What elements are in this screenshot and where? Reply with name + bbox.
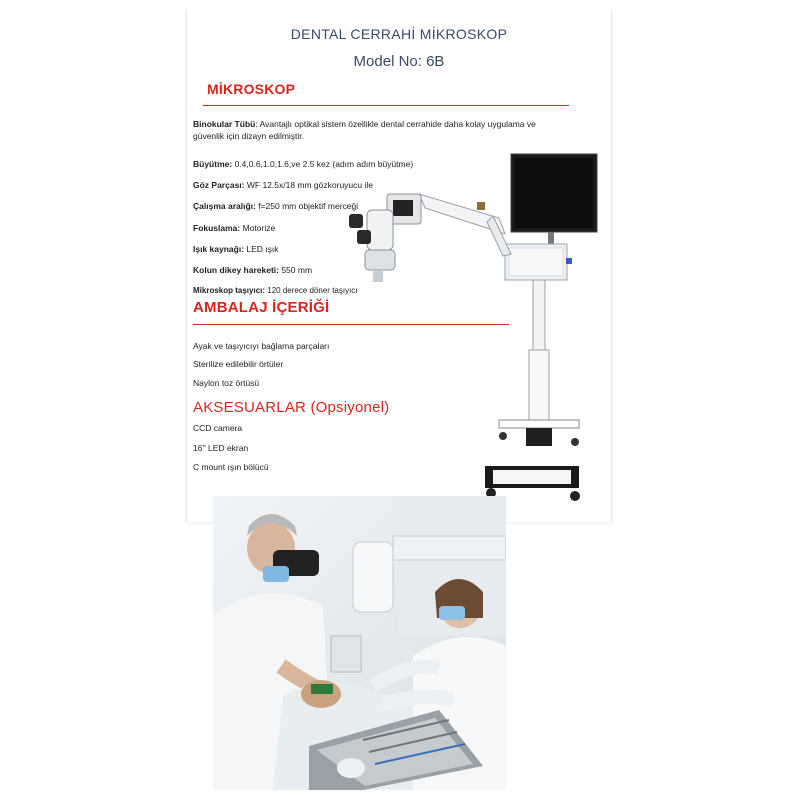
accessory-item: CCD camera — [193, 423, 243, 433]
accessory-item: 16'' LED ekran — [193, 443, 249, 453]
spec-value: 550 mm — [278, 265, 313, 275]
section-heading-package: AMBALAJ İÇERİĞİ — [193, 299, 330, 316]
spec-label: Göz Parçası: — [193, 180, 245, 190]
spec-label: Mikroskop taşıyıcı: — [193, 286, 266, 295]
spec-value: : Avantajlı optikal sistem özellikle dental cerrahide daha kolay uygulama ve güvenlik için dizayn edilmiştir. — [193, 119, 536, 141]
section-divider — [203, 105, 569, 106]
spec-value: Motorize — [240, 223, 276, 233]
spec-value: f=250 mm objektif merceği — [255, 201, 359, 211]
accessory-item: C mount ışın bölücü — [193, 462, 269, 472]
spec-label: Işık kaynağı: — [193, 244, 245, 254]
spec-value: LED ışık — [244, 244, 279, 254]
spec-value: 120 derece döner taşıyıcı — [265, 286, 358, 295]
package-item: Ayak ve taşıyıcıyı bağlama parçaları — [193, 341, 330, 351]
package-item: Sterilize edilebilir örtüler — [193, 359, 284, 369]
model-number: Model No: 6B — [353, 53, 445, 70]
spec-label: Çalışma aralığı: — [193, 201, 256, 211]
microscope-illustration — [343, 150, 611, 510]
package-item: Naylon toz örtüsü — [193, 378, 260, 388]
spec-label: Büyütme: — [193, 159, 233, 169]
document-title: DENTAL CERRAHİ MİKROSKOP — [290, 26, 508, 42]
section-heading-accessories: AKSESUARLAR (Opsiyonel) — [193, 399, 390, 416]
section-heading-microscope: MİKROSKOP — [207, 81, 296, 97]
spec-binocular — [193, 118, 563, 142]
spec-value: 0.4,0.6,1.0,1.6,ve 2.5 kez (adım adım büyütme) — [232, 159, 414, 169]
brochure-page — [186, 10, 612, 522]
spec-label: Kolun dikey hareketi: — [193, 265, 279, 275]
spec-label: Fokuslama: — [193, 223, 241, 233]
dentist-photo — [213, 496, 506, 790]
spec-value: WF 12.5x/18 mm gözkoruyucu ile — [244, 180, 373, 190]
dentist-photo-art — [213, 496, 506, 790]
spec-label: Binokular Tübü — [193, 119, 256, 129]
